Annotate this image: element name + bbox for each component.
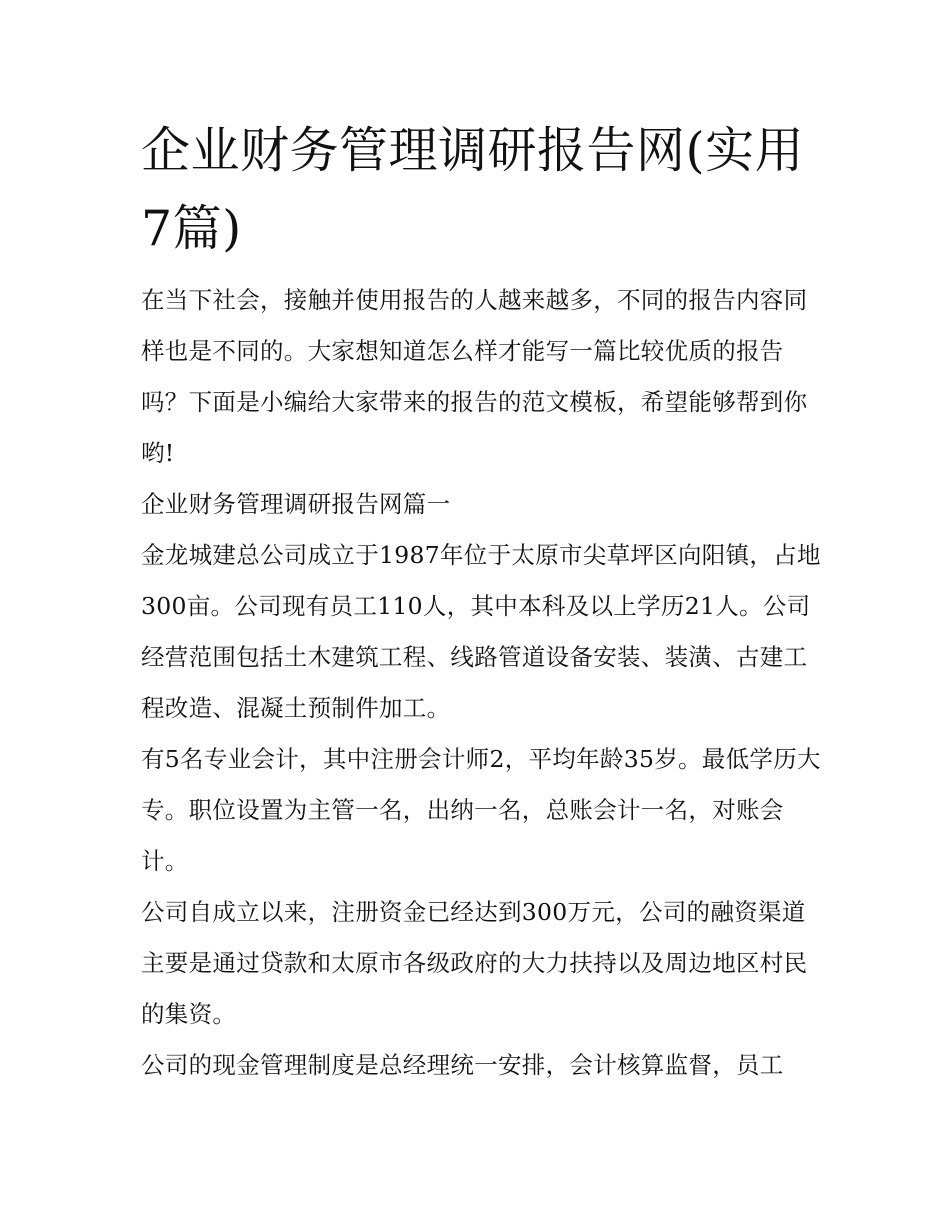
intro-paragraph: 在当下社会，接触并使用报告的人越来越多，不同的报告内容同样也是不同的。大家想知道怎么样才能写一篇比较优质的报告吗？下面是小编给大家带来的报告的范文模板，希望能够帮到你哟! bbox=[141, 286, 808, 467]
cash-management-paragraph: 公司的现金管理制度是总经理统一安排，会计核算监督，员工 bbox=[141, 1051, 784, 1079]
company-overview-paragraph: 金龙城建总公司成立于1987年位于太原市尖草坪区向阳镇，占地300亩。公司现有员工110人，其中本科及以上学历21人。公司经营范围包括土木建筑工程、线路管道设备安装、装潢、古建工程改造、混凝土预制件加工。 bbox=[141, 541, 821, 722]
capital-financing-paragraph: 公司自成立以来，注册资金已经达到300万元，公司的融资渠道主要是通过贷款和太原市各级政府的大力扶持以及周边地区村民的集资。 bbox=[141, 898, 808, 1028]
document-body bbox=[141, 112, 821, 1091]
section-heading: 企业财务管理调研报告网篇一 bbox=[141, 490, 451, 518]
accounting-staff-paragraph: 有5名专业会计，其中注册会计师2，平均年龄35岁。最低学历大专。职位设置为主管一名，出纳一名，总账会计一名，对账会计。 bbox=[141, 745, 821, 875]
document-title: 企业财务管理调研报告网(实用7篇) bbox=[141, 122, 805, 257]
